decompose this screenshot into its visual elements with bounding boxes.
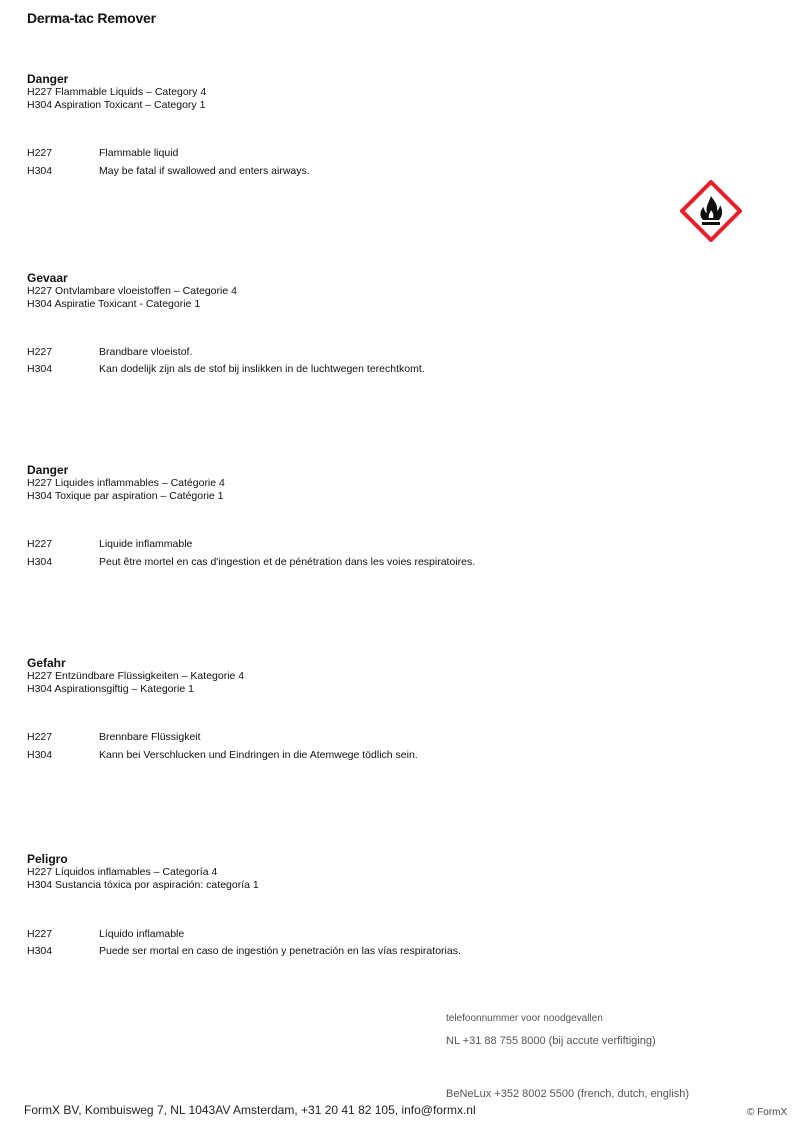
statement-text: Peut être mortel en cas d'ingestion et de pénétration dans les voies respiratoires. bbox=[99, 556, 476, 568]
statement-code: H227 bbox=[27, 147, 53, 159]
statement-code: H227 bbox=[27, 538, 53, 550]
statement-code: H304 bbox=[27, 556, 53, 568]
statement-text: Brennbare Flüssigkeit bbox=[99, 731, 201, 743]
statement-text: Líquido inflamable bbox=[99, 928, 185, 940]
classification-line: H304 Aspirationsgiftig – Kategorie 1 bbox=[27, 683, 194, 695]
classification-line: H227 Liquides inflammables – Catégorie 4 bbox=[27, 477, 225, 489]
statement-code: H227 bbox=[27, 346, 53, 358]
emergency-phone-nl: NL +31 88 755 8000 (bij accute verfiftiging) bbox=[446, 1035, 656, 1047]
statement-text: Kan dodelijk zijn als de stof bij inslikken in de luchtwegen terechtkomt. bbox=[99, 363, 425, 375]
signal-word: Danger bbox=[27, 463, 69, 477]
company-footer: FormX BV, Kombuisweg 7, NL 1043AV Amsterdam, +31 20 41 82 105, info@formx.nl bbox=[24, 1103, 476, 1117]
signal-word: Gefahr bbox=[27, 656, 66, 670]
copyright: © FormX bbox=[747, 1107, 788, 1118]
hazard-section-english bbox=[27, 72, 747, 112]
product-title: Derma-tac Remover bbox=[27, 10, 156, 26]
statement-code: H304 bbox=[27, 165, 53, 177]
hazard-section-french bbox=[27, 463, 747, 503]
classification-line: H304 Toxique par aspiration – Catégorie 1 bbox=[27, 490, 224, 502]
statement-code: H304 bbox=[27, 945, 53, 957]
signal-word: Peligro bbox=[27, 852, 68, 866]
statement-text: Brandbare vloeistof. bbox=[99, 346, 193, 358]
statement-code: H227 bbox=[27, 928, 53, 940]
signal-word: Gevaar bbox=[27, 271, 68, 285]
classification-line: H227 Ontvlambare vloeistoffen – Categorie 4 bbox=[27, 285, 237, 297]
statement-code: H227 bbox=[27, 731, 53, 743]
classification-line: H227 Flammable Liquids – Category 4 bbox=[27, 86, 207, 98]
flame-pictogram-icon bbox=[680, 180, 742, 242]
emergency-phone-benelux: BeNeLux +352 8002 5500 (french, dutch, english) bbox=[446, 1088, 690, 1100]
classification-line: H227 Entzündbare Flüssigkeiten – Kategorie 4 bbox=[27, 670, 245, 682]
statement-code: H304 bbox=[27, 363, 53, 375]
statement-code: H304 bbox=[27, 749, 53, 761]
emergency-label: telefoonnummer voor noodgevallen bbox=[446, 1013, 603, 1024]
statement-text: May be fatal if swallowed and enters airways. bbox=[99, 165, 310, 177]
classification-line: H304 Aspiration Toxicant – Category 1 bbox=[27, 99, 206, 111]
hazard-section-german bbox=[27, 656, 747, 696]
statement-text: Kann bei Verschlucken und Eindringen in die Atemwege tödlich sein. bbox=[99, 749, 418, 761]
hazard-section-spanish bbox=[27, 852, 747, 892]
classification-line: H227 Líquidos inflamables – Categoría 4 bbox=[27, 866, 218, 878]
signal-word: Danger bbox=[27, 72, 69, 86]
statement-text: Flammable liquid bbox=[99, 147, 179, 159]
classification-line: H304 Aspiratie Toxicant - Categorie 1 bbox=[27, 298, 201, 310]
classification-line: H304 Sustancia tóxica por aspiración: categoría 1 bbox=[27, 879, 259, 891]
statement-text: Liquide inflammable bbox=[99, 538, 193, 550]
hazard-section-dutch bbox=[27, 271, 747, 311]
statement-text: Puede ser mortal en caso de ingestión y penetración en las vías respiratorias. bbox=[99, 945, 461, 957]
